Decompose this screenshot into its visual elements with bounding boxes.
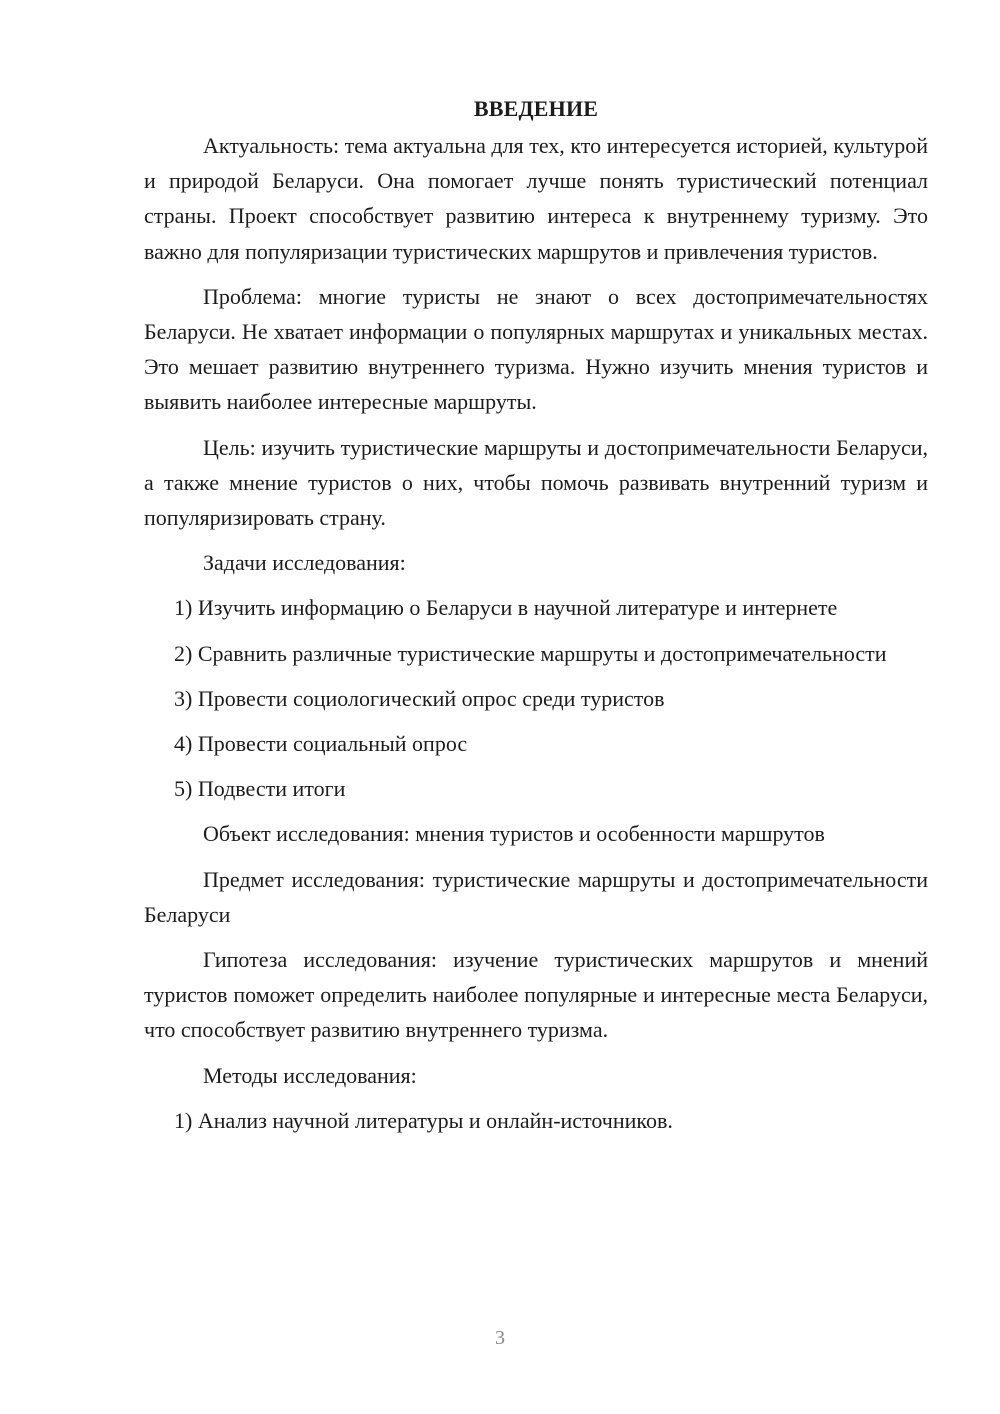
hypothesis-paragraph: Гипотеза исследования: изучение туристических маршрутов и мнений туристов поможет определить наиболее популярные и интересные места Беларуси, что способствует развитию внутреннего туризма. (144, 947, 928, 1043)
page-number: 3 (495, 1327, 505, 1349)
methods-heading: Методы исследования: (203, 1062, 417, 1088)
problem-paragraph: Проблема: многие туристы не знают о всех достопримечательностях Беларуси. Не хватает информации о популярных маршрутах и уникальных местах. Это мешает развитию внутреннего туризма. Нужно изучить мнения туристов и выявить наиболее интересные маршруты. (144, 283, 928, 415)
goal-paragraph: Цель: изучить туристические маршруты и достопримечательности Беларуси, а также мнение туристов о них, чтобы помочь развивать внутренний туризм и популяризировать страну. (144, 434, 928, 531)
tasks-heading: Задачи исследования: (203, 550, 406, 576)
subject-paragraph: Предмет исследования: туристические маршруты и достопримечательности Беларуси (144, 866, 928, 927)
object-paragraph: Объект исследования: мнения туристов и особенности маршрутов (203, 821, 825, 847)
task-item-2: 2) Сравнить различные туристические маршруты и достопримечательности (174, 640, 887, 666)
task-item-4: 4) Провести социальный опрос (174, 731, 468, 757)
method-item-1: 1) Анализ научной литературы и онлайн-источников. (174, 1107, 673, 1133)
document-page (144, 92, 928, 1148)
relevance-paragraph: Актуальность: тема актуальна для тех, кто интересуется историей, культурой и природой Беларуси. Она помогает лучше понять туристический потенциал страны. Проект способствует развитию интереса к внутреннему туризму. Это важно для популяризации туристических маршрутов и привлечения туристов. (144, 133, 928, 264)
task-item-5: 5) Подвести итоги (174, 776, 346, 802)
task-item-1: 1) Изучить информацию о Беларуси в научной литературе и интернете (174, 595, 838, 621)
task-item-3: 3) Провести социологический опрос среди туристов (174, 685, 665, 711)
section-title: ВВЕДЕНИЕ (473, 96, 599, 121)
